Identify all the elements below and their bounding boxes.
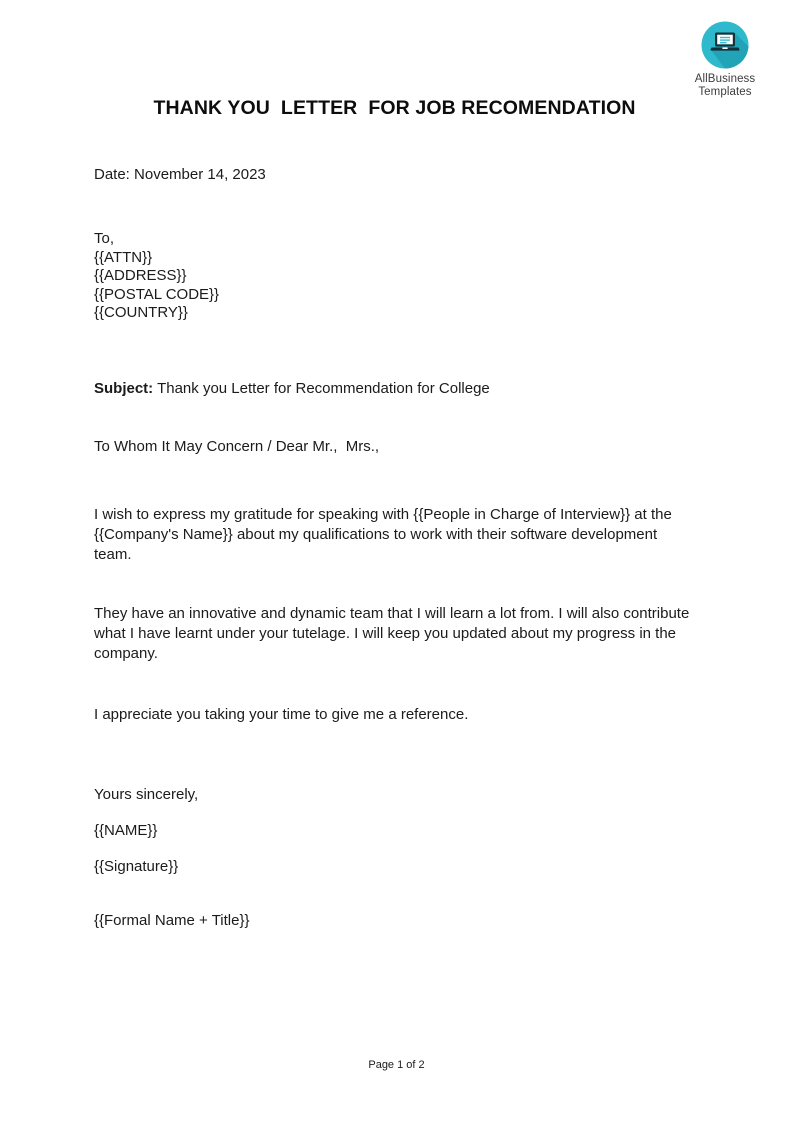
recipient-line-to: To, xyxy=(94,230,115,247)
recipient-block xyxy=(94,230,695,323)
letter-content xyxy=(94,0,695,930)
recipient-line-country: {{COUNTRY}} xyxy=(94,304,188,322)
subject-line xyxy=(94,379,695,398)
laptop-icon xyxy=(700,20,750,70)
body-paragraph: They have an innovative and dynamic team that I will learn a lot from. I will also contribute what I have learnt under your tutelage. I will keep you updated about my progress in the company. xyxy=(94,605,690,662)
date-line: Date: November 14, 2023 xyxy=(94,166,266,183)
body-paragraph: I wish to express my gratitude for speaking with {{People in Charge of Interview}} at the {{Company's Name}} about my qualifications to work with their software development team. xyxy=(94,505,672,563)
salutation: To Whom It May Concern / Dear Mr., Mrs., xyxy=(94,437,380,455)
logo-text-line1: AllBusiness xyxy=(694,73,756,85)
laptop-logo-icon xyxy=(686,20,764,70)
subject-label: Subject: xyxy=(94,379,154,397)
allbusinesstemplates-logo xyxy=(686,20,764,99)
signature-formal-name-title-placeholder: {{Formal Name + Title}} xyxy=(94,911,250,929)
recipient-line-postal-code: {{POSTAL CODE}} xyxy=(94,285,220,303)
logo-text-line2: Templates xyxy=(698,86,752,98)
recipient-line-attn: {{ATTN}} xyxy=(94,248,153,266)
logo-text xyxy=(686,73,764,99)
signature-placeholder: {{Signature}} xyxy=(94,857,179,875)
closing-line: Yours sincerely, xyxy=(94,785,199,803)
signature-name-placeholder: {{NAME}} xyxy=(94,821,158,839)
letter-title: THANK YOU LETTER FOR JOB RECOMENDATION xyxy=(153,97,636,119)
recipient-line-address: {{ADDRESS}} xyxy=(94,267,187,285)
page-number-footer: Page 1 of 2 xyxy=(368,1059,425,1071)
subject-text: Thank you Letter for Recommendation for College xyxy=(153,379,490,397)
body-paragraph: I appreciate you taking your time to give me a reference. xyxy=(94,705,469,723)
